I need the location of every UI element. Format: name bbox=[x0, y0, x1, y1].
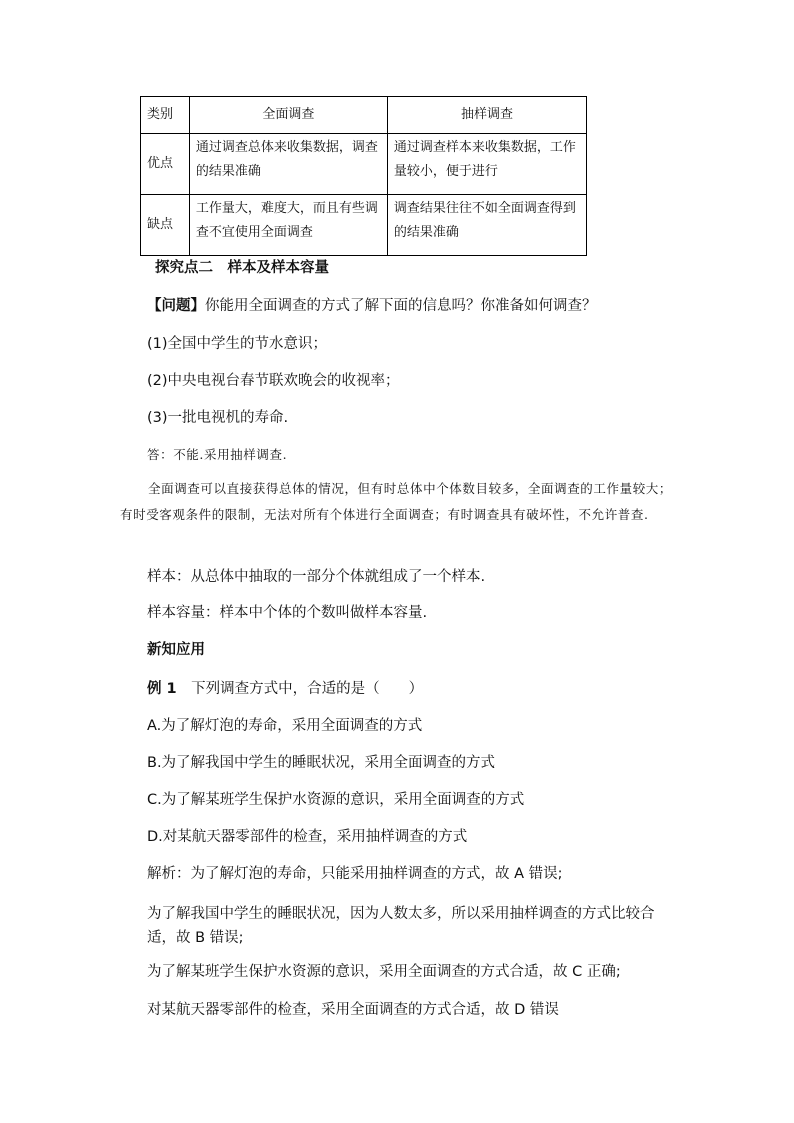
question-item: (3)一批电视机的寿命. bbox=[147, 410, 289, 426]
table-header-row bbox=[141, 97, 587, 134]
example-option-a: A.为了解灯泡的寿命，采用全面调查的方式 bbox=[147, 718, 423, 734]
question-line bbox=[147, 296, 597, 316]
example-stem-line bbox=[147, 679, 423, 699]
analysis-line: 解析：为了解灯泡的寿命，只能采用抽样调查的方式，故 A 错误; bbox=[147, 866, 563, 882]
definition-sample: 样本：从总体中抽取的一部分个体就组成了一个样本. bbox=[147, 569, 486, 585]
example-stem: 下列调查方式中，合适的是（ ） bbox=[176, 681, 424, 697]
example-option-b: B.为了解我国中学生的睡眠状况，采用全面调查的方式 bbox=[147, 755, 496, 771]
new-knowledge-title: 新知应用 bbox=[147, 642, 205, 658]
question-text: 你能用全面调查的方式了解下面的信息吗？你准备如何调查？ bbox=[205, 298, 597, 314]
example-option-d: D.对某航天器零部件的检查，采用抽样调查的方式 bbox=[147, 829, 468, 845]
row-label-advantages: 优点 bbox=[141, 134, 190, 195]
table-cell: 通过调查总体来收集数据，调查的结果准确 bbox=[189, 134, 387, 195]
example-label: 例 1 bbox=[147, 681, 177, 697]
table-header-full-survey: 全面调查 bbox=[189, 97, 387, 134]
table-header-sample-survey: 抽样调查 bbox=[387, 97, 586, 134]
analysis-line: 为了解我国中学生的睡眠状况，因为人数太多，所以采用抽样调查的方式比较合适，故 B 错误; bbox=[147, 906, 655, 946]
answer-text: 答：不能.采用抽样调查. bbox=[147, 447, 288, 462]
table-row bbox=[141, 134, 587, 195]
explanation-paragraph: 全面调查可以直接获得总体的情况，但有时总体中个体数目较多，全面调查的工作量较大；有时受客观条件的限制，无法对所有个体进行全面调查；有时调查具有破坏性，不允许普查. bbox=[120, 481, 673, 522]
table-cell: 调查结果往往不如全面调查得到的结果准确 bbox=[387, 195, 586, 256]
question-item: (2)中央电视台春节联欢晚会的收视率； bbox=[147, 373, 400, 389]
row-label-disadvantages: 缺点 bbox=[141, 195, 190, 256]
analysis-line: 为了解某班学生保护水资源的意识，采用全面调查的方式合适，故 C 正确; bbox=[147, 964, 621, 980]
table-header-category: 类别 bbox=[141, 97, 190, 134]
table-cell: 工作量大，难度大，而且有些调查不宜使用全面调查 bbox=[189, 195, 387, 256]
section-title: 探究点二 样本及样本容量 bbox=[155, 260, 329, 276]
example-option-c: C.为了解某班学生保护水资源的意识，采用全面调查的方式 bbox=[147, 792, 525, 808]
definition-sample-size: 样本容量：样本中个体的个数叫做样本容量. bbox=[147, 605, 428, 621]
comparison-table bbox=[140, 96, 587, 256]
question-tag: 【问题】 bbox=[147, 298, 205, 314]
analysis-line: 对某航天器零部件的检查，采用全面调查的方式合适，故 D 错误 bbox=[147, 1002, 559, 1018]
table-row bbox=[141, 195, 587, 256]
table-cell: 通过调查样本来收集数据，工作量较小，便于进行 bbox=[387, 134, 586, 195]
question-item: (1)全国中学生的节水意识； bbox=[147, 336, 328, 352]
